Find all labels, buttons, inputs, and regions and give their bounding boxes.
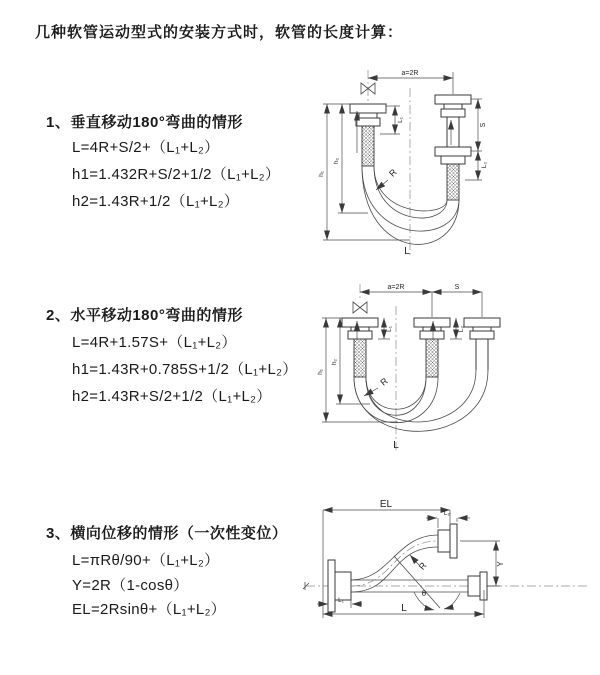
length-label: L — [404, 246, 410, 257]
dim-label-l2: L₂ — [481, 161, 488, 169]
diagram-lateral-displacement — [298, 496, 598, 641]
radius-label: R — [387, 167, 399, 179]
braided-hose — [426, 339, 438, 377]
right-flange-lower — [435, 147, 471, 200]
dim-label-l1: L₁ — [386, 326, 393, 332]
dim-label-a2r: a=2R — [401, 70, 419, 77]
formula-y: Y=2R（1-cosθ） — [72, 577, 189, 594]
dim-label-l1: L₁ — [397, 117, 404, 123]
left-flange-fitting — [342, 318, 378, 377]
formula-l: L=4R+S/2+（L₁+L₂） — [72, 139, 220, 156]
middle-flange-fitting — [414, 318, 450, 377]
formula-el: EL=2Rsinθ+（L₁+L₂） — [72, 601, 226, 618]
dim-label-s: S — [480, 122, 487, 128]
length-label: L — [393, 440, 399, 451]
dim-label-y: Y — [496, 561, 505, 567]
dim-label-h2: h₂ — [333, 157, 340, 165]
dim-label-a2r: a=2R — [387, 284, 405, 291]
formula-l: L=πRθ/90+（L₁+L₂） — [72, 552, 220, 569]
diagram-vertical-180-bend — [310, 68, 600, 260]
dim-label-l: L — [401, 603, 407, 614]
dim-label-h2: h₂ — [331, 358, 338, 366]
formula-l: L=4R+1.57S+（L₁+L₂） — [72, 334, 237, 351]
valve-icon — [353, 302, 367, 313]
dim-label-s: S — [454, 284, 460, 291]
right-flange-moved — [438, 524, 457, 558]
dim-label-el: EL — [379, 499, 393, 510]
angle-arc — [444, 593, 460, 609]
formula-h2: h2=1.43R+S/2+1/2（L₁+L₂） — [72, 388, 272, 405]
section-3-heading: 3、横向位移的情形（一次性变位） — [46, 525, 288, 542]
hose-bend — [362, 166, 459, 244]
left-flange-fitting — [350, 104, 386, 166]
dim-label-h1: h₁ — [318, 171, 325, 177]
radius-label: R — [378, 375, 390, 388]
diagram-horizontal-180-bend — [310, 282, 600, 454]
braided-hose — [447, 164, 459, 200]
braided-hose — [354, 339, 366, 377]
theta-label: θ — [421, 589, 427, 598]
radius-label: R — [416, 560, 429, 572]
dim-label-h1: h₁ — [317, 369, 324, 375]
right-flange-moved — [464, 318, 500, 370]
section-1-heading: 1、垂直移动180°弯曲的情形 — [46, 114, 243, 131]
dim-label-l2: L₂ — [458, 325, 465, 333]
formula-h1: h1=1.43R+0.785S+1/2（L₁+L₂） — [72, 361, 298, 378]
curved-hose — [351, 535, 438, 592]
right-flange-upper — [435, 95, 471, 147]
left-flange-fitting — [328, 560, 351, 612]
formula-h1: h1=1.432R+S/2+1/2（L₁+L₂） — [72, 166, 281, 183]
section-2-heading: 2、水平移动180°弯曲的情形 — [46, 307, 243, 324]
formula-h2: h2=1.43R+1/2（L₁+L₂） — [72, 193, 240, 210]
dim-label-l2: L₂ — [443, 510, 451, 517]
braided-hose — [362, 126, 374, 166]
dim-label-l1: L₁ — [338, 597, 344, 604]
page-title: 几种软管运动型式的安装方式时，软管的长度计算： — [35, 24, 404, 41]
